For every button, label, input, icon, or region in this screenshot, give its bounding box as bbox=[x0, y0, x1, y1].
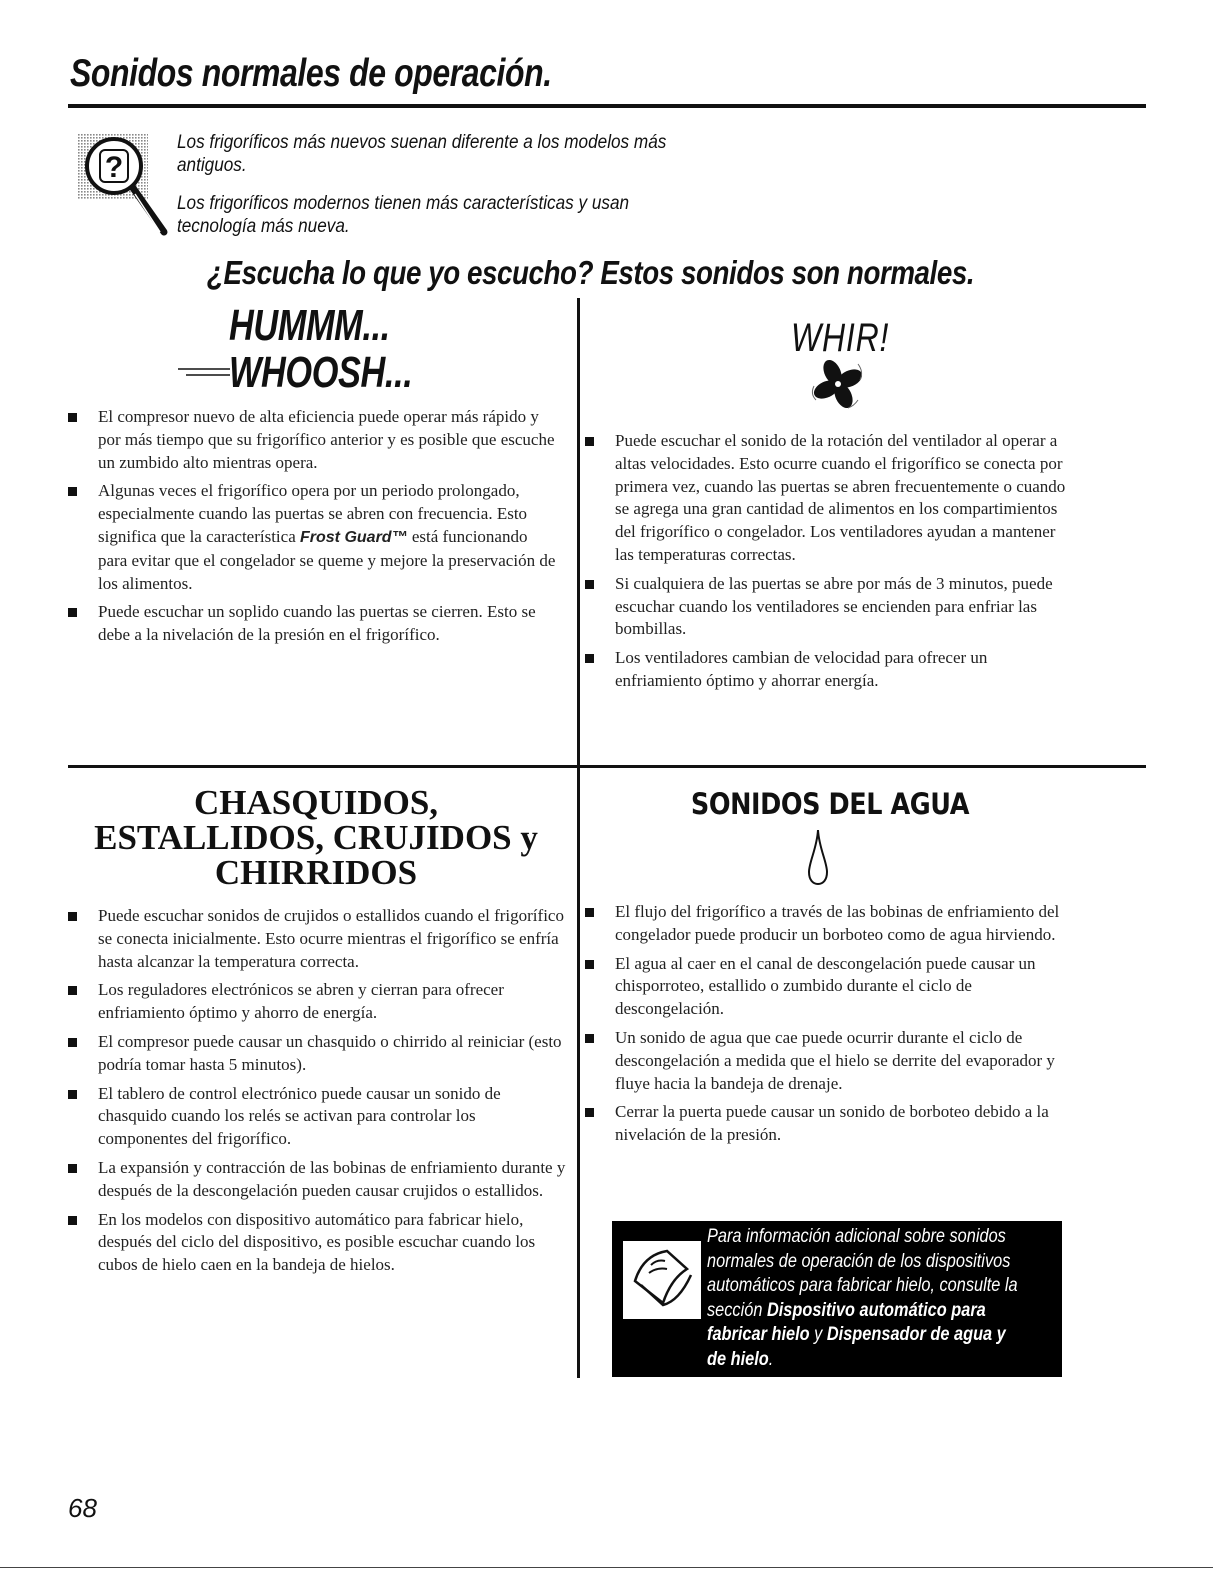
list-item: Los ventiladores cambian de velocidad para ofrecer un enfriamiento óptimo y ahorrar energía. bbox=[581, 647, 1075, 693]
list-item: Cerrar la puerta puede causar un sonido de borboteo debido a la nivelación de la presión. bbox=[581, 1101, 1075, 1147]
page-title: Sonidos normales de operación. bbox=[70, 52, 552, 95]
agua-list bbox=[581, 901, 1075, 1153]
ice-maker-book-icon bbox=[623, 1241, 701, 1319]
whoosh-lines-icon bbox=[178, 366, 230, 378]
intro-text-2: Los frigoríficos modernos tienen más características y usan tecnología más nueva. bbox=[177, 192, 630, 237]
section-subtitle: ¿Escucha lo que yo escucho? Estos sonidos son normales. bbox=[207, 254, 975, 291]
column-divider-bottom bbox=[577, 766, 580, 1378]
list-item: Los reguladores electrónicos se abren y cierran para ofrecer enfriamiento óptimo y ahorro de energía. bbox=[64, 979, 568, 1025]
chasquidos-list bbox=[64, 905, 568, 1283]
bottom-rule bbox=[0, 1567, 1213, 1568]
list-item: En los modelos con dispositivo automático para fabricar hielo, después del ciclo del dispositivo, es posible escuchar cuando los cubos de hielo caen en la bandeja de hielos. bbox=[64, 1209, 568, 1277]
whir-heading: WHIR! bbox=[791, 316, 890, 360]
note-text: Para información adicional sobre sonidos normales de operación de los dispositivos automáticos para fabricar hielo, consulte la sección Dispositivo automático para fabricar hielo y Dispensador de agua y de hielo. bbox=[707, 1226, 1018, 1370]
list-item: Un sonido de agua que cae puede ocurrir durante el ciclo de descongelación a medida que el hielo se derrite del evaporador y fluye hacia la bandeja de drenaje. bbox=[581, 1027, 1075, 1095]
list-item: Puede escuchar un soplido cuando las puertas se cierren. Esto se debe a la nivelación de la presión en el frigorífico. bbox=[64, 601, 556, 647]
column-divider-top bbox=[577, 298, 580, 766]
list-item: El flujo del frigorífico a través de las bobinas de enfriamiento del congelador puede producir un borboteo como de agua hirviendo. bbox=[581, 901, 1075, 947]
section-divider bbox=[68, 765, 1146, 768]
ice-maker-section-link: Dispositivo automático para fabricar hielo bbox=[707, 1299, 986, 1345]
dispenser-section-link: Dispensador de agua y de hielo bbox=[707, 1324, 1006, 1370]
frost-guard-brand: Frost Guard™ bbox=[300, 528, 408, 546]
hummm-heading: HUMMM... bbox=[229, 301, 390, 350]
title-rule bbox=[68, 104, 1146, 108]
svg-text:?: ? bbox=[104, 151, 124, 184]
list-item: Si cualquiera de las puertas se abre por más de 3 minutos, puede escuchar cuando los ventiladores se encienden para enfriar las bombillas. bbox=[581, 573, 1075, 641]
whoosh-heading: WHOOSH... bbox=[229, 348, 413, 397]
page-number: 68 bbox=[68, 1493, 97, 1523]
question-magnifier-icon bbox=[78, 128, 173, 240]
whir-list bbox=[581, 430, 1075, 699]
chasquidos-heading: CHASQUIDOS, ESTALLIDOS, CRUJIDOS y CHIRRIDOS bbox=[94, 783, 538, 892]
list-item: El compresor puede causar un chasquido o chirrido al reiniciar (esto podría tomar hasta 5 minutos). bbox=[64, 1031, 568, 1077]
hum-list bbox=[64, 406, 556, 653]
list-item: Algunas veces el frigorífico opera por un periodo prolongado, especialmente cuando las puertas se abren con frecuencia. Esto significa que la característica Frost Guard™ está funcionando para evitar que el congelador se queme y mejore la preservación de los alimentos. bbox=[64, 480, 556, 595]
list-item: Puede escuchar el sonido de la rotación del ventilador al operar a altas velocidades. Esto ocurre cuando el frigorífico se conecta por primera vez, cuando las puertas se abren frecuentemente o cuando se agrega una gran cantidad de alimentos en los compartimientos del frigorífico o congelador. Los ventiladores ayudan a mantener las temperaturas correctas. bbox=[581, 430, 1075, 567]
list-item: Puede escuchar sonidos de crujidos o estallidos cuando el frigorífico se conecta inicialmente. Esto ocurre mientras el frigorífico se enfría hasta alcanzar la temperatura correcta. bbox=[64, 905, 568, 973]
list-item: El compresor nuevo de alta eficiencia puede operar más rápido y por más tiempo que su frigorífico anterior y es posible que escuche un zumbido alto mientras opera. bbox=[64, 406, 556, 474]
intro-text-1: Los frigoríficos más nuevos suenan diferente a los modelos más antiguos. bbox=[177, 131, 667, 176]
fan-icon bbox=[808, 356, 868, 412]
water-drop-icon bbox=[807, 828, 829, 886]
agua-heading: SONIDOS DEL AGUA bbox=[690, 787, 970, 821]
list-item: El tablero de control electrónico puede causar un sonido de chasquido cuando los relés se activan para controlar los componentes del frigorífico. bbox=[64, 1083, 568, 1151]
list-item: La expansión y contracción de las bobinas de enfriamiento durante y después de la descongelación pueden causar crujidos o estallidos. bbox=[64, 1157, 568, 1203]
note-box bbox=[612, 1221, 1062, 1377]
list-item: El agua al caer en el canal de descongelación puede causar un chisporroteo, estallido o zumbido durante el ciclo de descongelación. bbox=[581, 953, 1075, 1021]
